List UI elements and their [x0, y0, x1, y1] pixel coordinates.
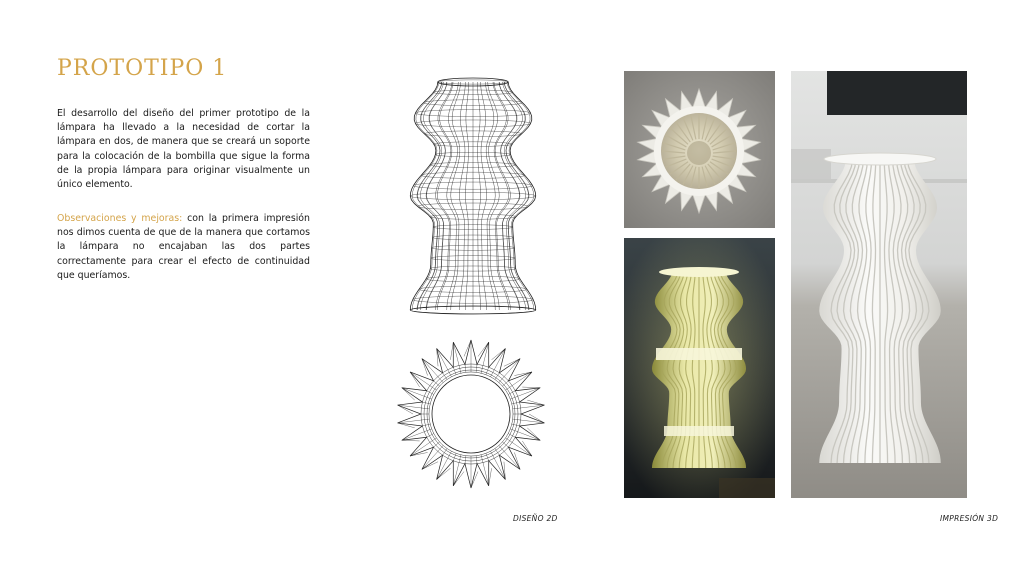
printed-lamp-lit-photo [624, 238, 775, 498]
caption-2d-design: DISEÑO 2D [513, 514, 558, 523]
intro-paragraph: El desarrollo del diseño del primer prototipo de la lámpara ha llevado a la necesidad de cortar la lámpara en dos, de manera que se creará un soporte para la colocación de la bombilla que sigue la forma de la propia lámpara para originar visualmente un único elemento. [57, 108, 310, 191]
observations-label: Observaciones y mejoras: [57, 213, 183, 224]
caption-3d-print: IMPRESIÓN 3D [940, 514, 999, 523]
observations-text: con la primera impresión nos dimos cuenta de que de la manera que cortamos la lámpara no encajaban las dos partes correctamente para crear el efecto de continuidad que queríamos. [57, 213, 310, 281]
observations-paragraph [57, 212, 310, 283]
page-title: PROTOTIPO 1 [57, 56, 228, 81]
lamp-wireframe-side-drawing [405, 76, 541, 316]
printed-lamp-top-view-photo [624, 71, 775, 228]
printed-lamp-side-photo [791, 71, 967, 498]
lamp-wireframe-top-drawing [394, 337, 548, 491]
